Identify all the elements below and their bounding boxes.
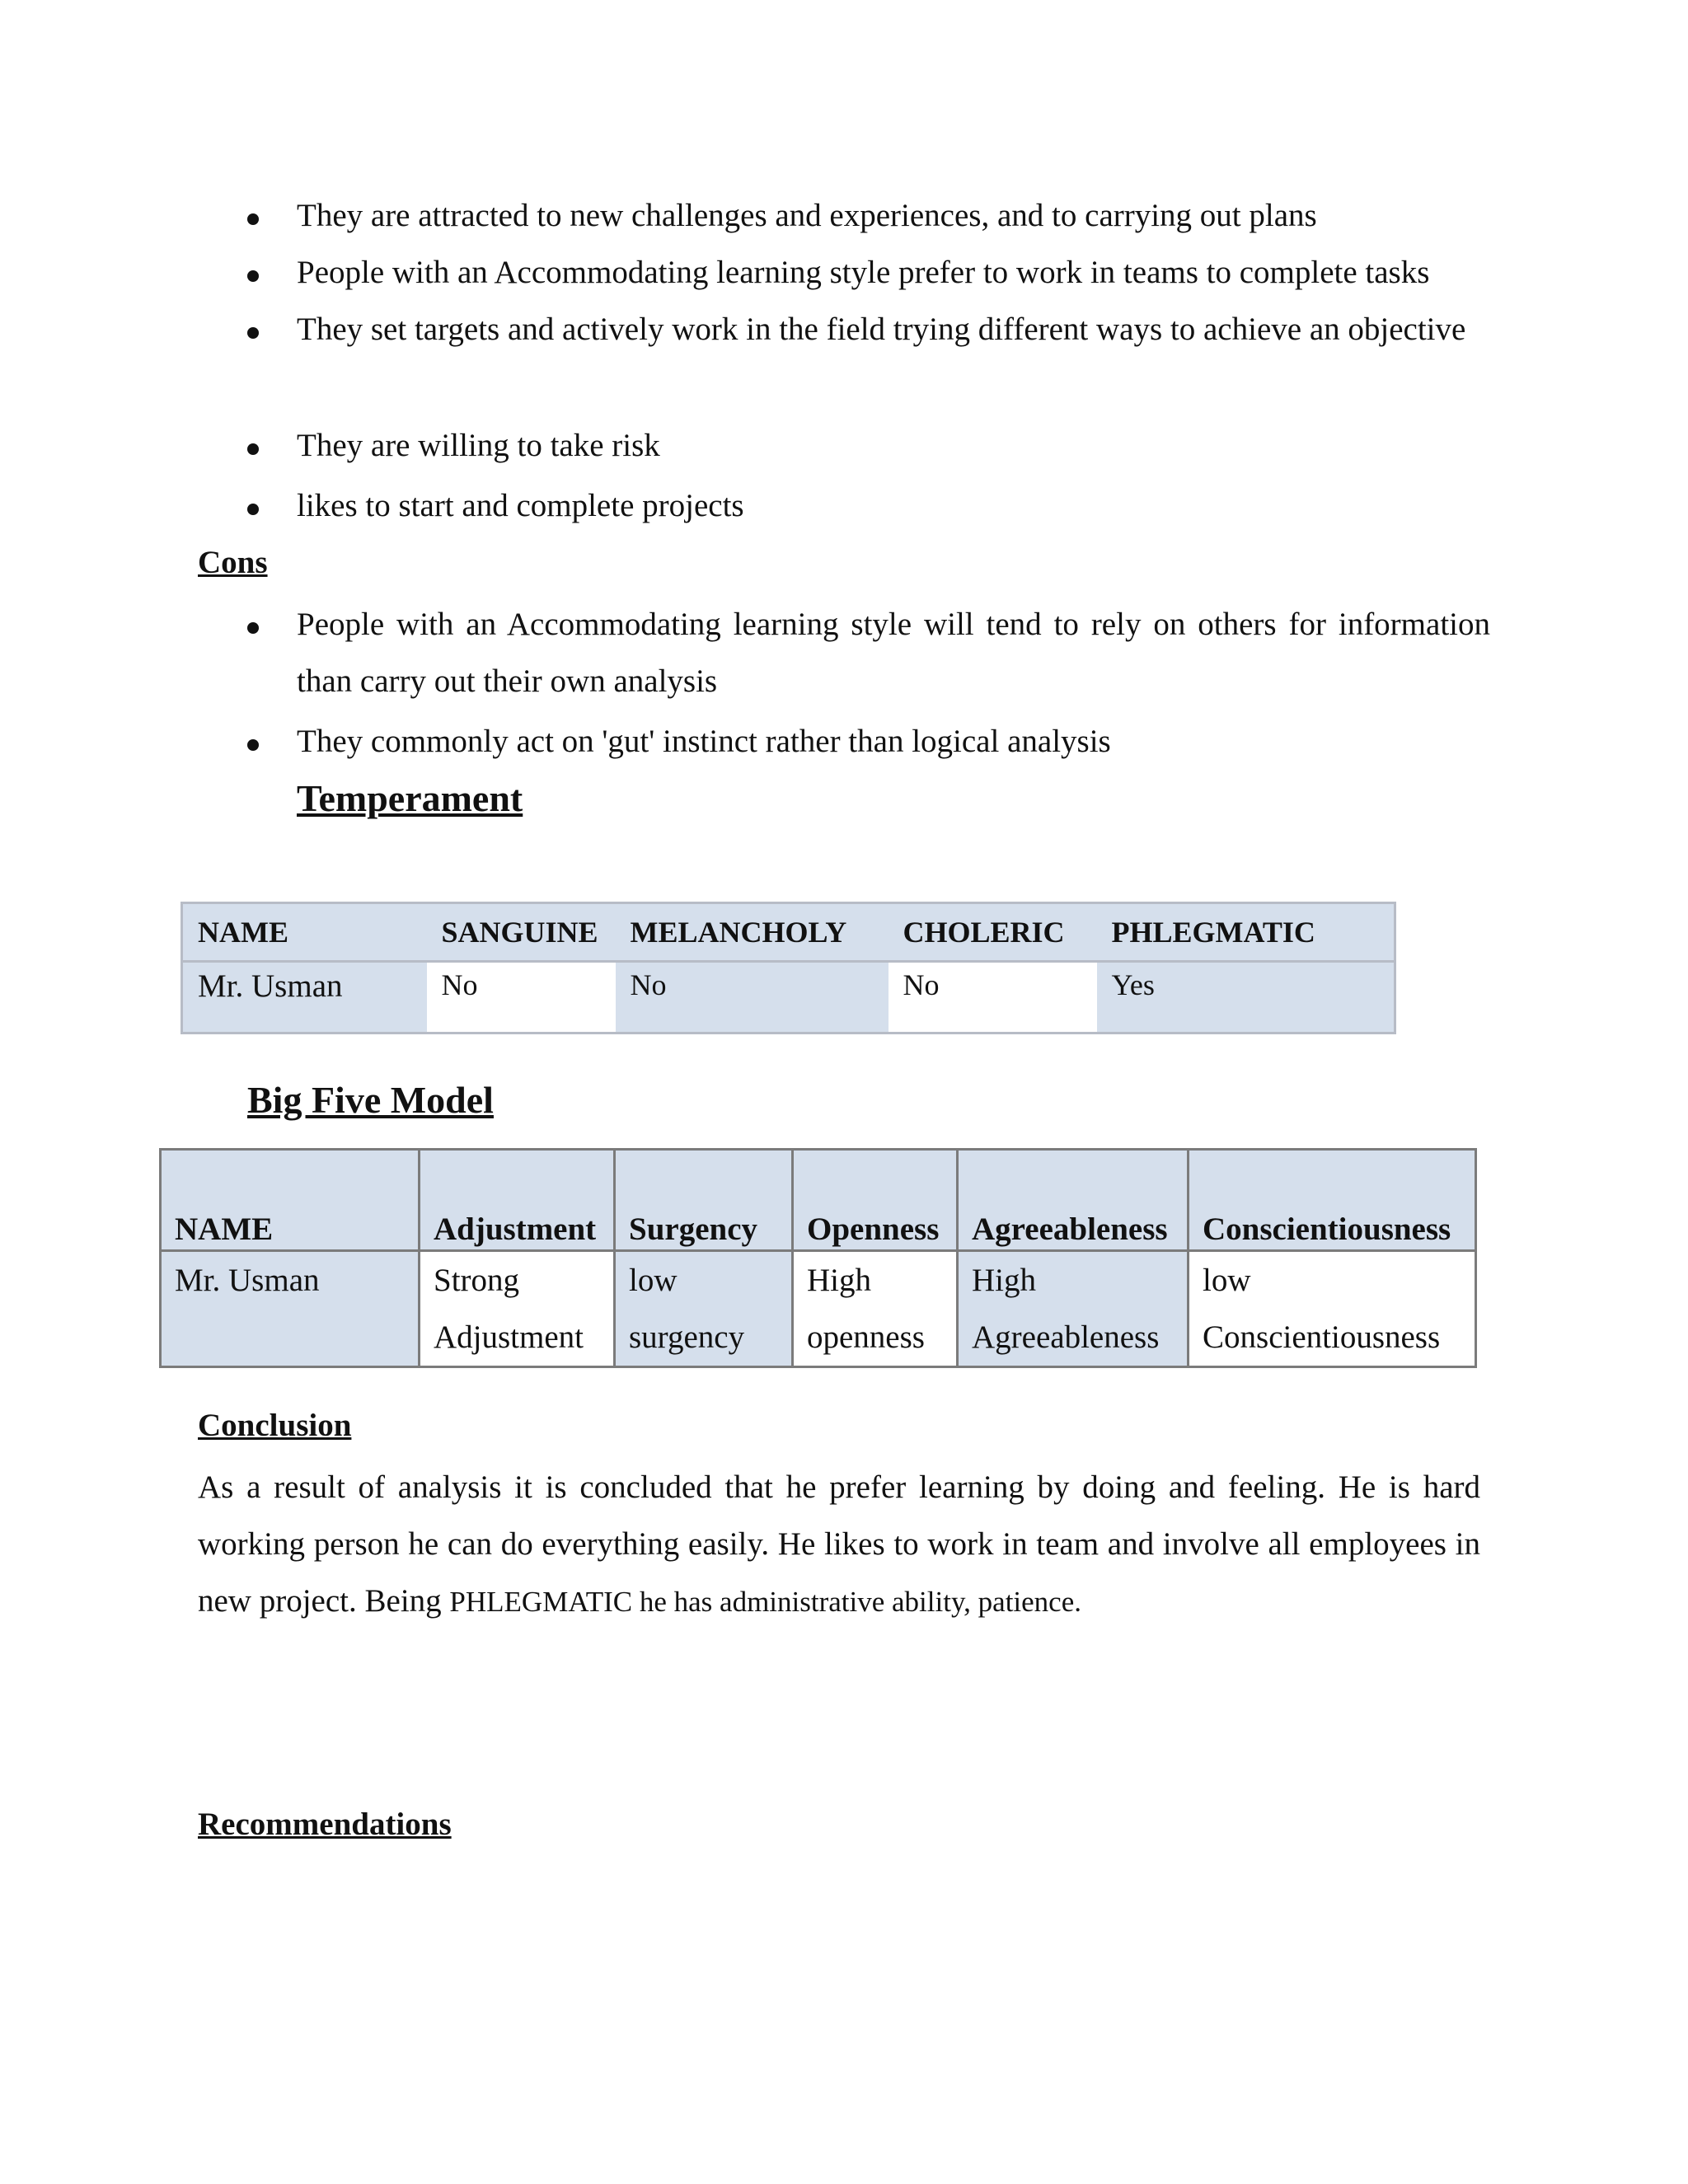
temperament-table: [181, 902, 1396, 1034]
bullet-icon: [247, 213, 259, 225]
cons-heading: Cons: [198, 545, 268, 580]
big-five-table: [159, 1148, 1477, 1368]
cell-line: surgency: [629, 1319, 745, 1355]
column-header: CHOLERIC: [889, 903, 1097, 962]
column-header: Surgency: [615, 1150, 793, 1251]
bullet-text: They are willing to take risk: [297, 428, 660, 463]
bullet-icon: [247, 504, 259, 515]
column-header: Conscientiousness: [1189, 1150, 1476, 1251]
bullet-text: They set targets and actively work in the field trying different ways to achieve an objective: [297, 312, 1466, 347]
cell-line: Strong: [434, 1263, 520, 1298]
bullet-icon: [247, 443, 259, 455]
temperament-heading: Temperament: [297, 777, 523, 819]
table-header-row: [161, 1150, 1476, 1251]
cell-line: Mr. Usman: [175, 1263, 320, 1298]
column-header: Openness: [793, 1150, 958, 1251]
column-header: Adjustment: [420, 1150, 615, 1251]
bullet-text: They are attracted to new challenges and experiences, and to carrying out plans: [297, 198, 1317, 233]
table-cell: [1189, 1251, 1476, 1367]
table-cell: No: [616, 962, 889, 1033]
bullet-text: People with an Accommodating learning style prefer to work in teams to complete tasks: [297, 255, 1430, 290]
bullet-text: likes to start and complete projects: [297, 488, 744, 523]
table-cell: No: [889, 962, 1097, 1033]
recommendations-heading: Recommendations: [198, 1807, 452, 1842]
table-cell: [615, 1251, 793, 1367]
table-header-row: [182, 903, 1395, 962]
cell-line: High: [807, 1263, 871, 1298]
conclusion-text-small: PHLEGMATIC he has administrative ability, patience.: [449, 1586, 1082, 1618]
column-header: MELANCHOLY: [616, 903, 889, 962]
bullet-icon: [247, 327, 259, 339]
column-header: NAME: [182, 903, 427, 962]
cell-line: Conscientiousness: [1203, 1319, 1441, 1355]
table-row: [182, 962, 1395, 1033]
column-header: PHLEGMATIC: [1097, 903, 1395, 962]
column-header: Agreeableness: [958, 1150, 1189, 1251]
table-cell: Yes: [1097, 962, 1395, 1033]
bullet-text: People with an Accommodating learning style will tend to rely on others for information than carry out their own analysis: [297, 607, 1490, 699]
bullet-icon: [247, 622, 259, 634]
cell-line: Adjustment: [434, 1319, 584, 1355]
table-cell: No: [427, 962, 616, 1033]
big-five-heading: Big Five Model: [247, 1079, 494, 1121]
table-cell: [793, 1251, 958, 1367]
column-header: SANGUINE: [427, 903, 616, 962]
cell-line: High: [972, 1263, 1036, 1298]
table-cell: [161, 1251, 420, 1367]
cell-line: openness: [807, 1319, 925, 1355]
table-row: [161, 1251, 1476, 1367]
conclusion-paragraph: [198, 1459, 1480, 1630]
table-cell: [958, 1251, 1189, 1367]
cell-line: low: [1203, 1263, 1251, 1298]
cell-line: low: [629, 1263, 678, 1298]
conclusion-heading: Conclusion: [198, 1408, 352, 1443]
column-header: NAME: [161, 1150, 420, 1251]
bullet-icon: [247, 270, 259, 282]
table-cell: [420, 1251, 615, 1367]
bullet-text: They commonly act on 'gut' instinct rather than logical analysis: [297, 724, 1111, 759]
bullet-icon: [247, 739, 259, 751]
table-cell: Mr. Usman: [182, 962, 427, 1033]
cell-line: Agreeableness: [972, 1319, 1160, 1355]
conclusion-text: As a result of analysis it is concluded that he prefer learning by doing and feeling. He is hard working person he can do everything easily. He likes to work in team and involve all employees in new project. Being: [198, 1469, 1480, 1619]
